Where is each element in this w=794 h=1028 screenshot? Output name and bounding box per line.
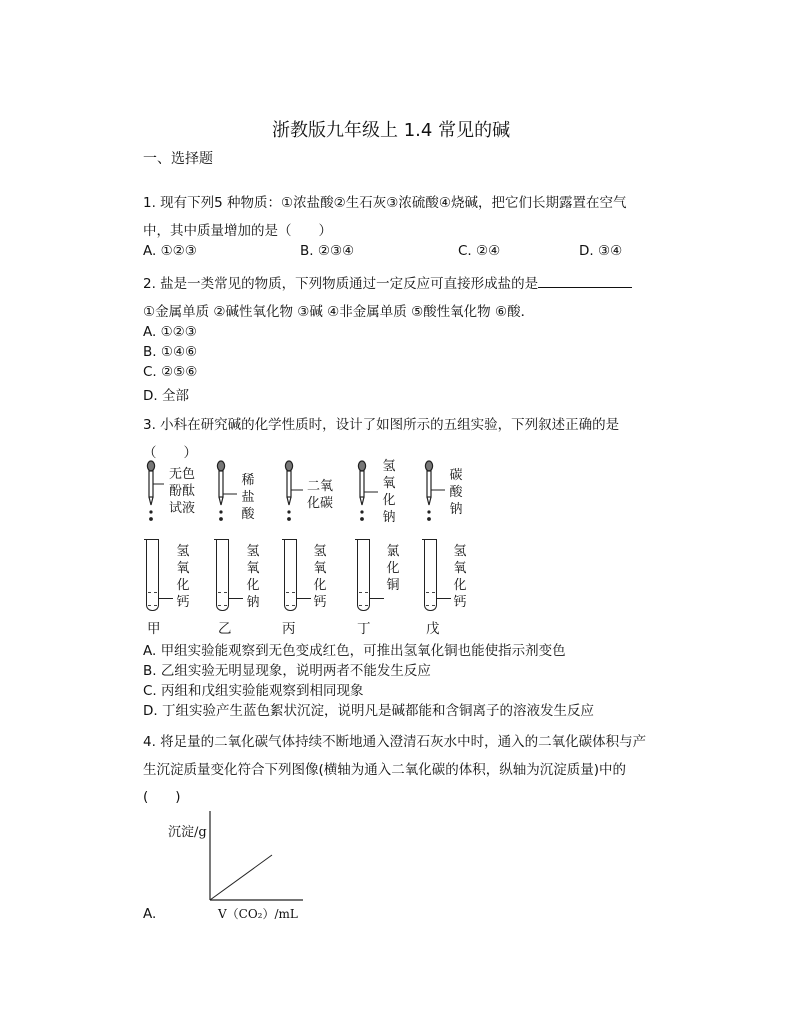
q1-option-d: D. ③④ <box>579 243 623 259</box>
tube-label-yi: 氢氧化钠 <box>246 544 260 610</box>
tube-label-bing: 氢氧化钙 <box>313 544 327 610</box>
q2-stem-line1: 2. 盐是一类常见的物质，下列物质通过一定反应可直接形成盐的是 <box>143 272 632 292</box>
q2-option-c: C. ②⑤⑥ <box>143 364 198 380</box>
q3-option-b: B. 乙组实验无明显现象，说明两者不能发生反应 <box>143 663 431 679</box>
group-label-bing: 丙 <box>282 621 296 637</box>
q3-option-c: C. 丙组和戊组实验能观察到相同现象 <box>143 683 364 699</box>
q3-stem-line1: 3. 小科在研究碱的化学性质时，设计了如图所示的五组实验，下列叙述正确的是 <box>143 417 620 433</box>
tube-label-jia: 氢氧化钙 <box>176 544 190 610</box>
q2-option-d: D. 全部 <box>143 388 189 404</box>
q3-stem-line2: （ ） <box>143 445 197 461</box>
q3-option-d: D. 丁组实验产生蓝色絮状沉淀，说明凡是碱都能和含铜离子的溶液发生反应 <box>143 703 594 719</box>
group-label-ding: 丁 <box>357 621 371 637</box>
q1-option-c: C. ②④ <box>458 243 501 259</box>
q2-option-b: B. ①④⑥ <box>143 344 198 360</box>
q1-option-b: B. ②③④ <box>300 243 355 259</box>
group-label-jia: 甲 <box>147 621 161 637</box>
q2-stem-line2: ①金属单质 ②碱性氧化物 ③碱 ④非金属单质 ⑤酸性氧化物 ⑥酸． <box>143 304 535 320</box>
q3-option-a: A. 甲组实验能观察到无色变成红色，可推出氢氧化铜也能使指示剂变色 <box>143 643 566 659</box>
q1-stem-line1: 1. 现有下列5 种物质：①浓盐酸②生石灰③浓硫酸④烧碱，把它们长期露置在空气 <box>143 195 627 211</box>
q4-stem-line1: 4. 将足量的二氧化碳气体持续不断地通入澄清石灰水中时，通入的二氧化碳体积与产 <box>143 734 647 750</box>
section-heading: 一、选择题 <box>143 151 213 167</box>
q2-option-a: A. ①②③ <box>143 324 197 340</box>
q1-stem-line2: 中，其中质量增加的是（ ） <box>143 223 332 239</box>
q4-option-a: A. <box>143 906 157 922</box>
group-label-yi: 乙 <box>218 621 232 637</box>
page-title: 浙教版九年级上 1.4 常见的碱 <box>272 120 511 141</box>
q1-option-a: A. ①②③ <box>143 243 197 259</box>
tube-label-ding: 氯化铜 <box>386 544 400 593</box>
q4-stem-line2: 生沉淀质量变化符合下列图像(横轴为通入二氧化碳的体积，纵轴为沉淀质量)中的 <box>143 762 627 778</box>
graph-y-label: 沉淀/g <box>168 825 207 840</box>
tube-label-wu: 氢氧化钙 <box>453 544 467 610</box>
graph-x-label: V（CO₂）/mL <box>218 907 298 921</box>
dropper-label-yi: 稀盐酸 <box>241 473 255 522</box>
group-label-wu: 戊 <box>426 621 440 637</box>
dropper-label-bing: 二氧化碳 <box>306 479 333 511</box>
dropper-label-wu: 碳酸钠 <box>449 468 463 517</box>
dropper-label-jia: 无色酚酞试液 <box>168 467 195 516</box>
dropper-label-ding: 氢氧化钠 <box>382 459 396 525</box>
q4-stem-line3: ( ) <box>143 789 181 805</box>
